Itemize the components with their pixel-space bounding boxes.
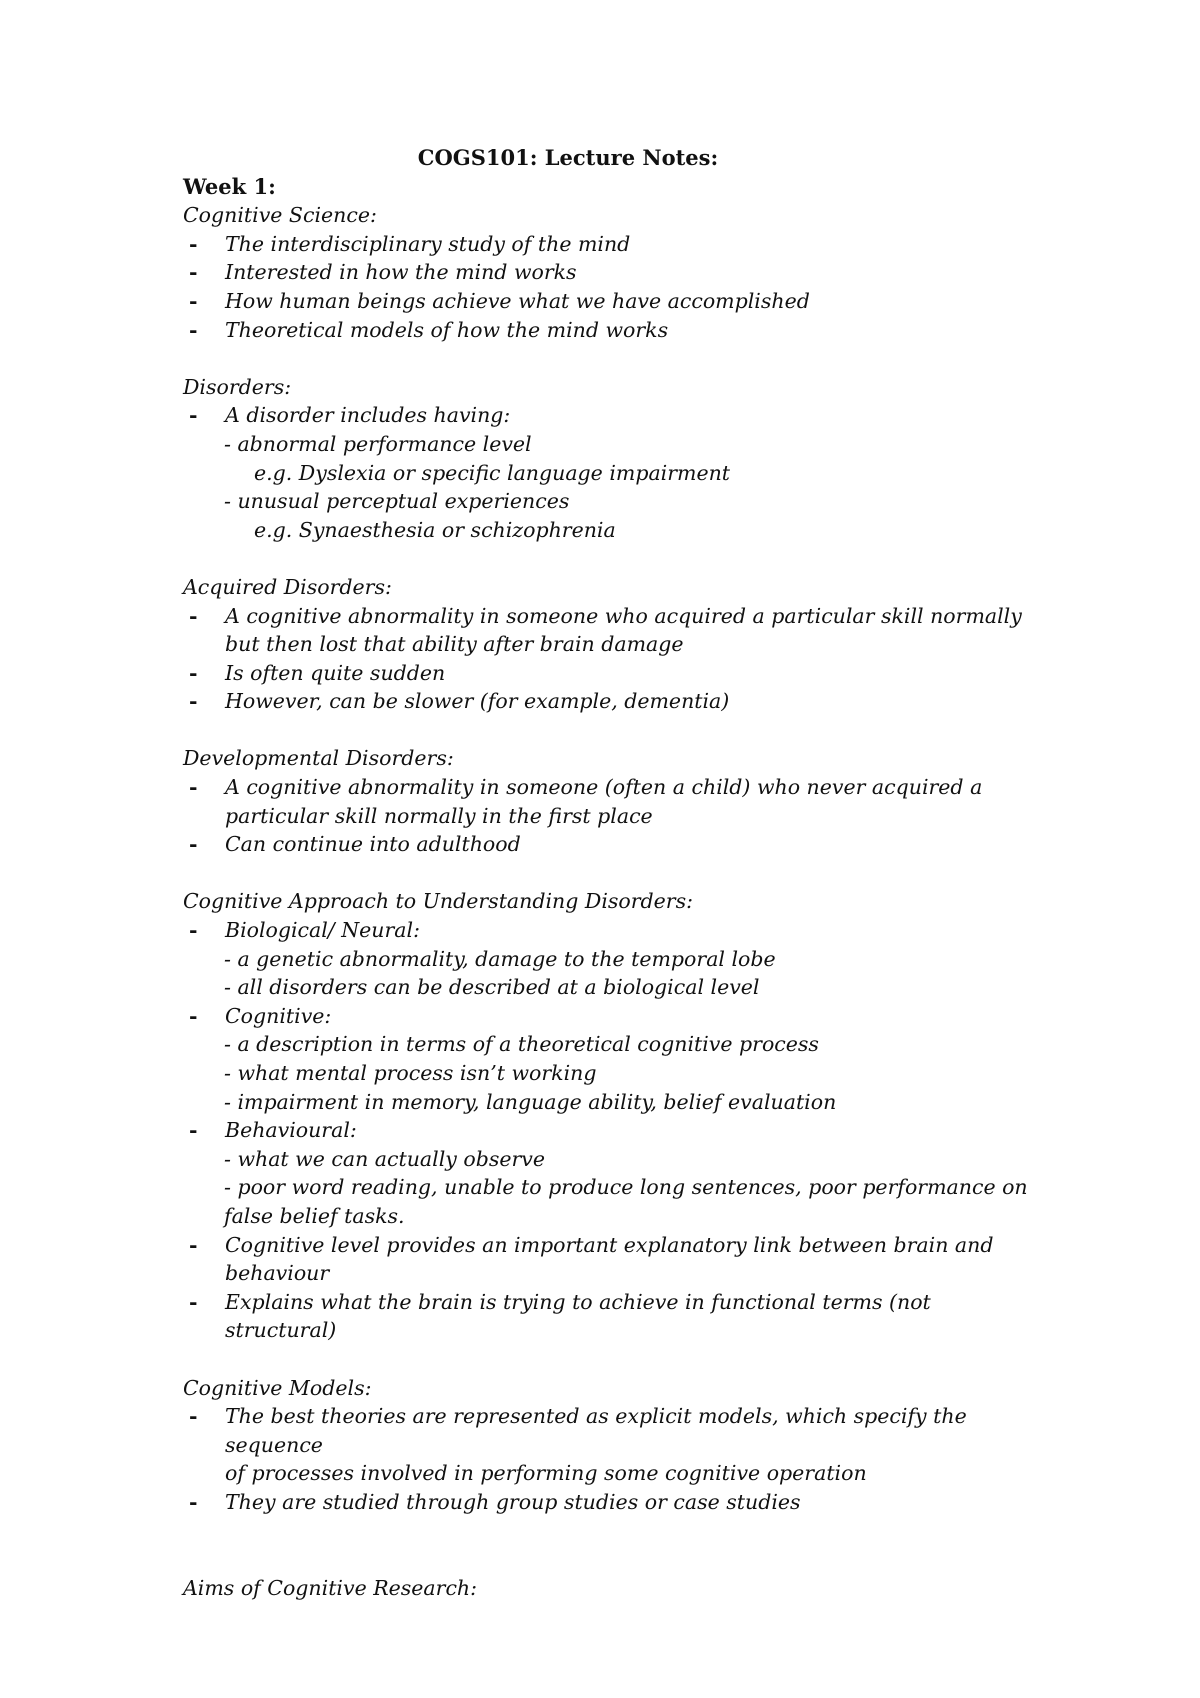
bullet-dash-icon: - — [189, 918, 198, 943]
bullet-item — [183, 1288, 1043, 1345]
bullet-dash-icon: - — [189, 660, 198, 685]
sub-point: - what mental process isn’t working — [224, 1061, 597, 1085]
bullet-text-line: A cognitive abnormality in someone who acquired a particular skill normally — [225, 603, 1022, 628]
bullet-text-line: behaviour — [225, 1261, 330, 1286]
bullet-item — [183, 687, 1043, 716]
bullet-item — [183, 659, 1043, 688]
bullet-dash-icon: - — [189, 1289, 198, 1314]
bullet-item — [183, 401, 1043, 430]
bullet-dash-icon: - — [189, 775, 198, 800]
bullet-text-line: Biological/ Neural: — [225, 918, 420, 943]
bullet-item — [183, 287, 1043, 316]
bullet-dash-icon: - — [189, 832, 198, 857]
bullet-dash-icon: - — [189, 1118, 198, 1143]
sub-point: - abnormal performance level — [224, 431, 532, 456]
bullet-text-line: Theoretical models of how the mind works — [225, 317, 669, 342]
bullet-item — [183, 1116, 1043, 1145]
bullet-text-line: They are studied through group studies or case studies — [225, 1489, 801, 1514]
section-heading: Developmental Disorders: — [183, 746, 454, 771]
section-heading: Cognitive Models: — [183, 1375, 372, 1400]
spacer — [183, 1345, 1043, 1374]
bullet-text-line: A cognitive abnormality in someone (often a child) who never acquired a — [225, 775, 983, 800]
bullet-dash-icon: - — [189, 603, 198, 628]
bullet-dash-icon: - — [189, 260, 198, 285]
bullet-dash-icon: - — [189, 1003, 198, 1028]
bullet-item — [183, 316, 1043, 345]
bullet-item — [183, 1488, 1043, 1517]
bullet-item — [183, 1002, 1043, 1031]
bullet-text-line: The best theories are represented as explicit models, which specify the sequence — [225, 1404, 967, 1457]
document-title: COGS101: Lecture Notes: — [417, 145, 719, 170]
section-block — [183, 887, 1043, 1345]
bullet-text-line: Is often quite sudden — [225, 660, 446, 685]
sub-point: - what we can actually observe — [224, 1146, 545, 1171]
bullet-text-line: However, can be slower (for example, dementia) — [225, 689, 730, 714]
bullet-dash-icon: - — [189, 1489, 198, 1514]
sub-point: false belief tasks. — [224, 1203, 405, 1228]
sub-point: - poor word reading, unable to produce long sentences, poor performance on — [224, 1175, 1028, 1200]
spacer — [183, 859, 1043, 888]
notes-body — [183, 201, 1043, 1516]
bullet-dash-icon: - — [189, 403, 198, 428]
bullet-item — [183, 1402, 1043, 1488]
section-block — [183, 201, 1043, 344]
spacer — [183, 1517, 1043, 1574]
bullet-text-line: particular skill normally in the first place — [225, 803, 653, 828]
section-heading: Acquired Disorders: — [183, 574, 392, 599]
bullet-dash-icon: - — [189, 317, 198, 342]
sub-point: - impairment in memory, language ability, belief evaluation — [224, 1089, 837, 1114]
bullet-item — [183, 258, 1043, 287]
bullet-text-line: Behavioural: — [225, 1118, 357, 1143]
bullet-text-line: The interdisciplinary study of the mind — [225, 231, 631, 256]
example-line: e.g. Synaesthesia or schizophrenia — [254, 517, 616, 542]
document-page — [183, 144, 1043, 1602]
bullet-text-line: A disorder includes having: — [225, 403, 511, 428]
spacer — [183, 344, 1043, 373]
sub-point: - unusual perceptual experiences — [224, 489, 570, 514]
bullet-dash-icon: - — [189, 231, 198, 256]
bullet-item — [183, 1231, 1043, 1288]
bullet-item — [183, 830, 1043, 859]
sub-point: - a description in terms of a theoretical cognitive process — [224, 1032, 819, 1057]
bullet-text-line: How human beings achieve what we have accomplished — [225, 288, 810, 313]
bullet-text-line: Can continue into adulthood — [225, 832, 521, 857]
bullet-item — [183, 773, 1043, 830]
week-heading: Week 1: — [183, 173, 276, 199]
section-heading: Cognitive Approach to Understanding Disorders: — [183, 889, 694, 914]
section-heading-aims: Aims of Cognitive Research: — [183, 1575, 478, 1600]
spacer — [183, 544, 1043, 573]
section-block — [183, 573, 1043, 716]
spacer — [183, 716, 1043, 745]
bullet-text-line: of processes involved in performing some cognitive operation — [225, 1461, 867, 1486]
section-heading: Disorders: — [183, 374, 292, 399]
sub-point: - all disorders can be described at a biological level — [224, 975, 760, 1000]
bullet-dash-icon: - — [189, 1232, 198, 1257]
bullet-dash-icon: - — [189, 689, 198, 714]
section-block — [183, 744, 1043, 858]
bullet-text-line: but then lost that ability after brain damage — [225, 632, 684, 657]
bullet-text-line: Cognitive: — [225, 1003, 332, 1028]
section-block — [183, 1374, 1043, 1517]
bullet-dash-icon: - — [189, 1404, 198, 1429]
sub-point: - a genetic abnormality, damage to the temporal lobe — [224, 946, 776, 971]
bullet-text-line: Interested in how the mind works — [225, 260, 577, 285]
bullet-item — [183, 916, 1043, 945]
bullet-dash-icon: - — [189, 288, 198, 313]
example-line: e.g. Dyslexia or specific language impairment — [254, 460, 731, 485]
section-block — [183, 373, 1043, 545]
bullet-text-line: Cognitive level provides an important explanatory link between brain and — [225, 1232, 994, 1257]
section-heading: Cognitive Science: — [183, 203, 377, 228]
bullet-item — [183, 230, 1043, 259]
bullet-item — [183, 602, 1043, 659]
bullet-text-line: Explains what the brain is trying to achieve in functional terms (not structural) — [225, 1289, 931, 1343]
